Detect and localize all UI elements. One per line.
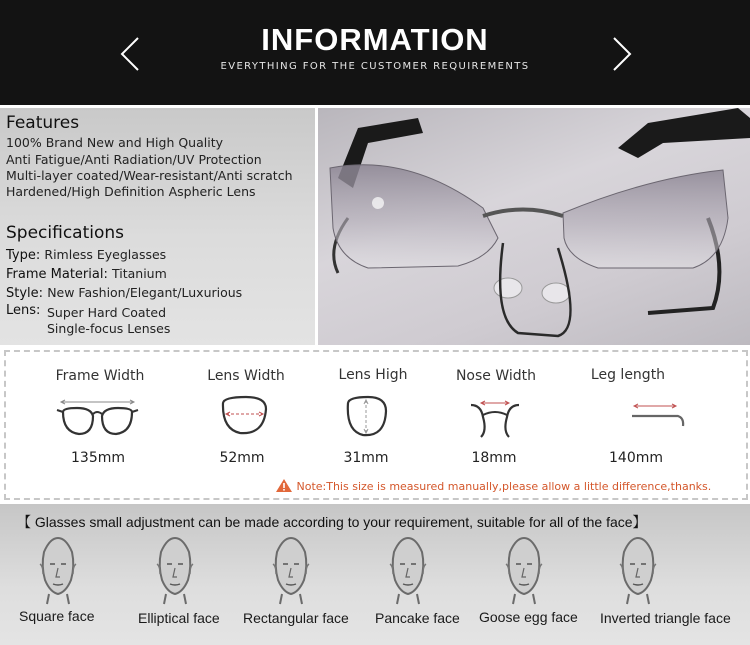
- measure-label-lens-width: Lens Width: [207, 368, 285, 384]
- measurement-note: [275, 478, 711, 493]
- features-heading: Features: [6, 113, 80, 133]
- measure-label-leg-length: Leg length: [590, 367, 666, 383]
- measure-value-frame-width: 135mm: [71, 450, 125, 466]
- measure-label-lens-high: Lens High: [338, 367, 408, 383]
- measure-value-leg-length: 140mm: [609, 450, 663, 466]
- warning-icon: [275, 478, 293, 493]
- face-icon-goose-egg: [506, 538, 542, 604]
- rimless-glasses-image: [318, 108, 750, 345]
- product-photo: [318, 108, 750, 345]
- face-icon-pancake: [390, 538, 426, 604]
- page-title: INFORMATION: [261, 22, 489, 57]
- frame-width-icon: [55, 394, 140, 438]
- spec-lens-value: Super Hard Coated: [47, 305, 167, 320]
- face-icons-row: [0, 536, 750, 606]
- spec-frame: [6, 266, 167, 282]
- measure-value-lens-high: 31mm: [343, 450, 389, 466]
- spec-type: [6, 247, 166, 263]
- spec-style-label: Style:: [6, 286, 44, 301]
- lens-high-icon: [343, 393, 389, 439]
- spec-lens-label: Lens:: [6, 303, 41, 318]
- spec-style-value: New Fashion/Elegant/Luxurious: [47, 285, 243, 300]
- feature-item: Hardened/High Definition Aspheric Lens: [6, 184, 256, 199]
- face-icon-square: [40, 538, 76, 604]
- face-label-pancake: Pancake face: [375, 610, 460, 626]
- feature-item: Anti Fatigue/Anti Radiation/UV Protection: [6, 152, 262, 167]
- face-icon-inverted-triangle: [620, 538, 656, 604]
- page-subtitle: EVERYTHING FOR THE CUSTOMER REQUIREMENTS: [220, 61, 530, 72]
- face-label-elliptical: Elliptical face: [138, 610, 220, 626]
- spec-type-label: Type:: [6, 248, 41, 263]
- face-label-goose-egg: Goose egg face: [479, 609, 578, 625]
- spec-type-value: Rimless Eyeglasses: [44, 247, 167, 262]
- info-panel: [0, 108, 315, 345]
- measurement-note-text: Note:This size is measured manually,please allow a little difference,thanks.: [296, 480, 712, 493]
- spec-lens-value: Single-focus Lenses: [47, 321, 171, 336]
- spec-frame-value: Titanium: [111, 266, 167, 281]
- face-label-square: Square face: [19, 608, 95, 624]
- spec-frame-label: Frame Material:: [6, 267, 108, 282]
- spec-style: [6, 285, 242, 301]
- feature-item: 100% Brand New and High Quality: [6, 135, 224, 150]
- face-icon-elliptical: [157, 538, 193, 604]
- lens-width-icon: [218, 393, 270, 437]
- face-label-rectangular: Rectangular face: [243, 610, 349, 626]
- measure-value-lens-width: 52mm: [219, 450, 265, 466]
- measure-label-frame-width: Frame Width: [55, 368, 145, 384]
- face-icon-rectangular: [273, 538, 309, 604]
- face-shapes-heading: 【 Glasses small adjustment can be made according to your requirement, suitable for all of the face】: [17, 514, 647, 530]
- leg-length-icon: [628, 396, 688, 432]
- face-label-inverted-triangle: Inverted triangle face: [600, 610, 731, 626]
- specifications-heading: Specifications: [6, 223, 125, 243]
- nose-width-icon: [467, 395, 523, 439]
- measure-value-nose-width: 18mm: [471, 450, 517, 466]
- feature-item: Multi-layer coated/Wear-resistant/Anti scratch: [6, 168, 293, 183]
- measure-label-nose-width: Nose Width: [455, 368, 537, 384]
